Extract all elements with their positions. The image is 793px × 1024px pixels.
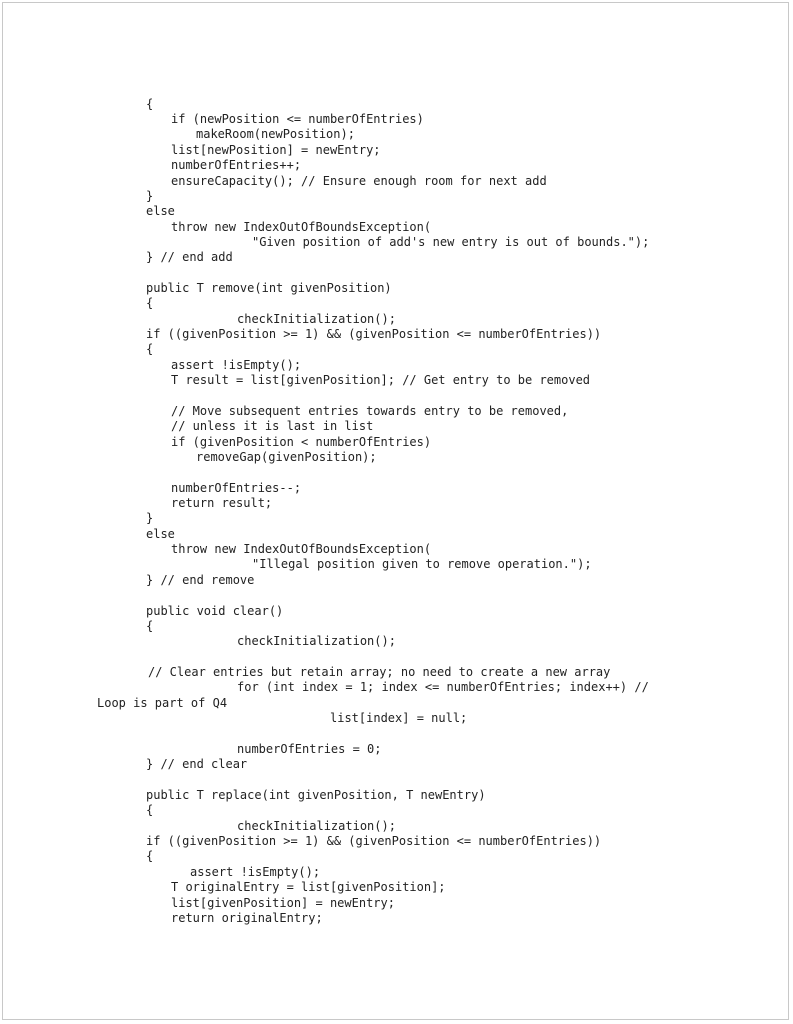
code-line: public T remove(int givenPosition) bbox=[146, 281, 392, 295]
code-line: // Clear entries but retain array; no need to create a new array bbox=[148, 665, 611, 679]
code-line: makeRoom(newPosition); bbox=[196, 127, 355, 141]
code-line: } // end clear bbox=[146, 757, 248, 771]
code-line: { bbox=[146, 619, 154, 633]
code-line: { bbox=[146, 803, 154, 817]
code-line: return result; bbox=[171, 496, 273, 510]
code-line: list[newPosition] = newEntry; bbox=[171, 143, 381, 157]
code-line: } // end add bbox=[146, 250, 233, 264]
code-line: else bbox=[146, 527, 175, 541]
code-line: return originalEntry; bbox=[171, 911, 323, 925]
code-line: throw new IndexOutOfBoundsException( bbox=[171, 542, 432, 556]
document-page bbox=[2, 2, 789, 1020]
code-line: if (newPosition <= numberOfEntries) bbox=[171, 112, 424, 126]
code-line: } bbox=[146, 189, 154, 203]
code-line: "Given position of add's new entry is out of bounds."); bbox=[252, 235, 650, 249]
code-line: throw new IndexOutOfBoundsException( bbox=[171, 220, 432, 234]
code-line: { bbox=[146, 296, 154, 310]
code-line: } bbox=[146, 511, 154, 525]
code-line: numberOfEntries--; bbox=[171, 481, 302, 495]
code-line: } // end remove bbox=[146, 573, 255, 587]
code-line: numberOfEntries = 0; bbox=[237, 742, 382, 756]
code-line: { bbox=[146, 849, 154, 863]
code-line: for (int index = 1; index <= numberOfEntries; index++) // bbox=[237, 680, 649, 694]
code-line: // unless it is last in list bbox=[171, 419, 374, 433]
code-line: assert !isEmpty(); bbox=[171, 358, 302, 372]
code-line: if ((givenPosition >= 1) && (givenPosition <= numberOfEntries)) bbox=[146, 327, 602, 341]
code-line: list[index] = null; bbox=[330, 711, 468, 725]
code-line: if ((givenPosition >= 1) && (givenPosition <= numberOfEntries)) bbox=[146, 834, 602, 848]
code-line: checkInitialization(); bbox=[237, 819, 396, 833]
code-line: checkInitialization(); bbox=[237, 312, 396, 326]
code-line: T originalEntry = list[givenPosition]; bbox=[171, 880, 446, 894]
code-line: Loop is part of Q4 bbox=[97, 696, 228, 710]
code-line: if (givenPosition < numberOfEntries) bbox=[171, 435, 432, 449]
code-line: public T replace(int givenPosition, T newEntry) bbox=[146, 788, 486, 802]
code-line: checkInitialization(); bbox=[237, 634, 396, 648]
code-line: { bbox=[146, 97, 154, 111]
code-line: removeGap(givenPosition); bbox=[196, 450, 377, 464]
code-line: "Illegal position given to remove operation."); bbox=[252, 557, 592, 571]
code-line: public void clear() bbox=[146, 604, 284, 618]
code-line: T result = list[givenPosition]; // Get entry to be removed bbox=[171, 373, 591, 387]
code-line: list[givenPosition] = newEntry; bbox=[171, 896, 395, 910]
code-line: else bbox=[146, 204, 175, 218]
code-line: { bbox=[146, 342, 154, 356]
code-line: ensureCapacity(); // Ensure enough room for next add bbox=[171, 174, 547, 188]
code-line: numberOfEntries++; bbox=[171, 158, 302, 172]
code-line: // Move subsequent entries towards entry to be removed, bbox=[171, 404, 569, 418]
code-line: assert !isEmpty(); bbox=[190, 865, 321, 879]
